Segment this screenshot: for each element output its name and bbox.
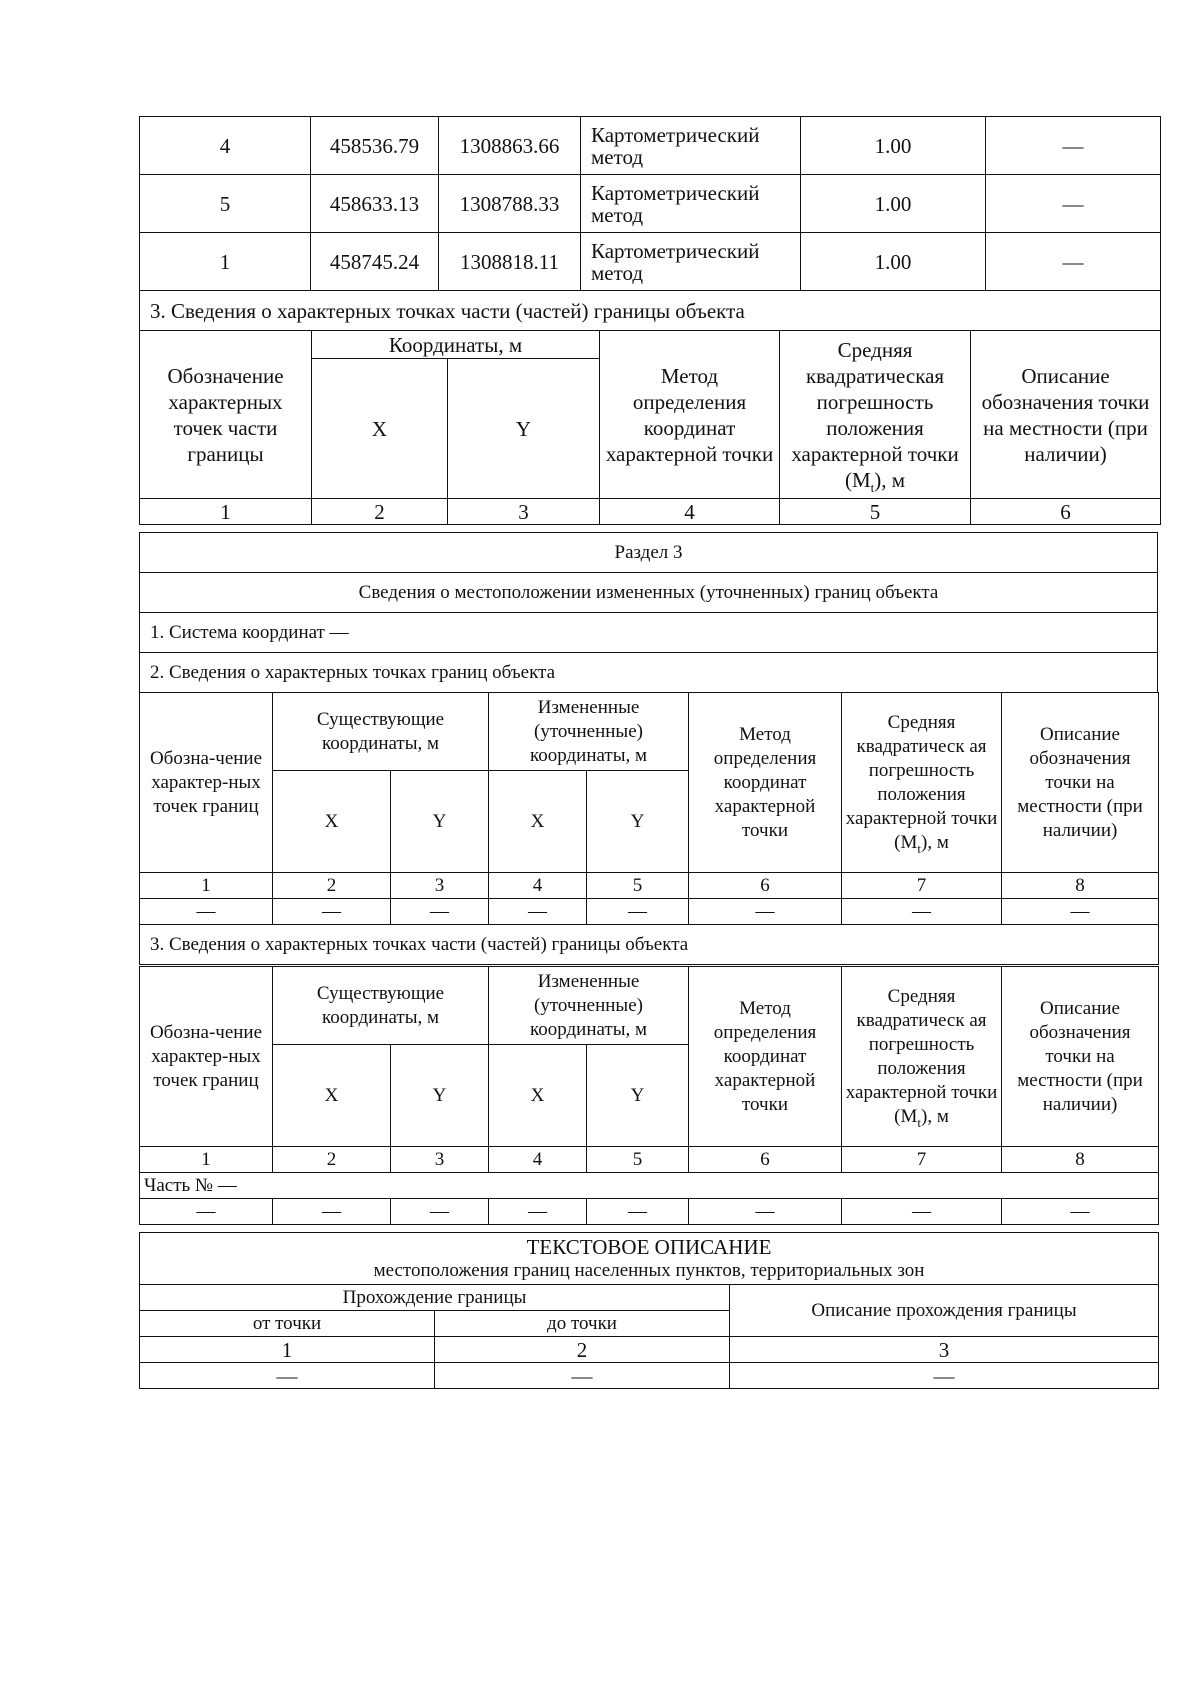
header-existing-coords: Существующие координаты, м bbox=[273, 967, 489, 1045]
col-number: 2 bbox=[435, 1337, 730, 1363]
col-number: 5 bbox=[780, 499, 971, 525]
empty-cell: — bbox=[689, 899, 842, 925]
header-method: Метод определения координат характерной точки bbox=[689, 967, 842, 1147]
header-description: Описание обозначения точки на местности (при наличии) bbox=[1002, 693, 1159, 873]
col-number: 3 bbox=[730, 1337, 1159, 1363]
coord-system: 1. Система координат — bbox=[140, 613, 1158, 653]
table-part-points bbox=[139, 330, 1161, 525]
coord-x: 458633.13 bbox=[311, 175, 439, 233]
empty-cell: — bbox=[1002, 899, 1159, 925]
coord-y: 1308863.66 bbox=[439, 117, 581, 175]
header-y: Y bbox=[391, 1045, 489, 1147]
description: — bbox=[986, 233, 1161, 291]
empty-cell: — bbox=[489, 899, 587, 925]
empty-cell: — bbox=[140, 1199, 273, 1225]
method: Картометрический метод bbox=[581, 117, 801, 175]
col-number: 3 bbox=[391, 1147, 489, 1173]
col-number: 2 bbox=[273, 873, 391, 899]
col-number: 7 bbox=[842, 873, 1002, 899]
table-row bbox=[140, 117, 1161, 175]
empty-cell: — bbox=[391, 1199, 489, 1225]
table-text-description bbox=[139, 1232, 1159, 1389]
point-number: 1 bbox=[140, 233, 311, 291]
header-method: Метод определения координат характерной точки bbox=[600, 331, 780, 499]
empty-cell: — bbox=[489, 1199, 587, 1225]
col-number: 6 bbox=[971, 499, 1161, 525]
method: Картометрический метод bbox=[581, 175, 801, 233]
table-row bbox=[140, 1199, 1159, 1225]
table-row bbox=[140, 233, 1161, 291]
header-error: Средняя квадратическ ая погрешность положения характерной точки $(M_t)$, м bbox=[842, 967, 1002, 1147]
col-number: 4 bbox=[600, 499, 780, 525]
empty-cell: — bbox=[273, 899, 391, 925]
header-designation: Обозна-чение характер-ных точек границ bbox=[140, 967, 273, 1147]
header-y: Y bbox=[587, 1045, 689, 1147]
col-number: 3 bbox=[448, 499, 600, 525]
header-passage-description: Описание прохождения границы bbox=[730, 1285, 1159, 1337]
col-number: 3 bbox=[391, 873, 489, 899]
empty-cell: — bbox=[842, 1199, 1002, 1225]
point-number: 4 bbox=[140, 117, 311, 175]
header-x: X bbox=[489, 771, 587, 873]
header-error: Средняя квадратическ ая погрешность положения характерной точки $(M_t)$, м bbox=[842, 693, 1002, 873]
col-number: 4 bbox=[489, 873, 587, 899]
header-y: Y bbox=[391, 771, 489, 873]
header-passage: Прохождение границы bbox=[140, 1285, 730, 1311]
table-row bbox=[140, 175, 1161, 233]
col-number: 5 bbox=[587, 873, 689, 899]
section-title: Раздел 3 bbox=[140, 533, 1158, 573]
col-number: 1 bbox=[140, 1337, 435, 1363]
empty-cell: — bbox=[842, 899, 1002, 925]
empty-cell: — bbox=[689, 1199, 842, 1225]
header-x: X bbox=[312, 359, 448, 499]
table-row bbox=[140, 899, 1159, 925]
header-description: Описание обозначения точки на местности (при наличии) bbox=[1002, 967, 1159, 1147]
header-to-point: до точки bbox=[435, 1311, 730, 1337]
header-changed-coords: Измененные (уточненные) координаты, м bbox=[489, 967, 689, 1045]
header-y: Y bbox=[587, 771, 689, 873]
empty-cell: — bbox=[730, 1363, 1159, 1389]
col-number: 2 bbox=[273, 1147, 391, 1173]
header-designation: Обозначение характерных точек части границы bbox=[140, 331, 312, 499]
description: — bbox=[986, 117, 1161, 175]
empty-cell: — bbox=[140, 899, 273, 925]
text-description-subtitle: местоположения границ населенных пунктов, территориальных зон bbox=[373, 1259, 925, 1281]
header-x: X bbox=[273, 771, 391, 873]
error-value: 1.00 bbox=[801, 117, 986, 175]
table-changed-points bbox=[139, 692, 1159, 965]
col-number: 8 bbox=[1002, 873, 1159, 899]
coord-x: 458536.79 bbox=[311, 117, 439, 175]
method: Картометрический метод bbox=[581, 233, 801, 291]
points-title: 2. Сведения о характерных точках границ объекта bbox=[140, 653, 1158, 693]
part-points-title: 3. Сведения о характерных точках части (частей) границы объекта bbox=[140, 925, 1159, 965]
header-existing-coords: Существующие координаты, м bbox=[273, 693, 489, 771]
col-number: 7 bbox=[842, 1147, 1002, 1173]
header-from-point: от точки bbox=[140, 1311, 435, 1337]
description: — bbox=[986, 175, 1161, 233]
error-value: 1.00 bbox=[801, 233, 986, 291]
part-points-title: 3. Сведения о характерных точках части (частей) границы объекта bbox=[140, 291, 1161, 331]
col-number: 1 bbox=[140, 1147, 273, 1173]
col-number: 6 bbox=[689, 1147, 842, 1173]
col-number: 2 bbox=[312, 499, 448, 525]
empty-cell: — bbox=[140, 1363, 435, 1389]
empty-cell: — bbox=[587, 1199, 689, 1225]
table-row bbox=[140, 1363, 1159, 1389]
part-number: Часть № — bbox=[140, 1173, 1159, 1199]
col-number: 4 bbox=[489, 1147, 587, 1173]
header-coords: Координаты, м bbox=[312, 331, 600, 359]
empty-cell: — bbox=[391, 899, 489, 925]
error-value: 1.00 bbox=[801, 175, 986, 233]
empty-cell: — bbox=[1002, 1199, 1159, 1225]
table-points-top bbox=[139, 116, 1161, 331]
empty-cell: — bbox=[435, 1363, 730, 1389]
header-description: Описание обозначения точки на местности (при наличии) bbox=[971, 331, 1161, 499]
header-error: Средняя квадратическая погрешность положения характерной точки $(M_t)$, м bbox=[780, 331, 971, 499]
header-y: Y bbox=[448, 359, 600, 499]
header-x: X bbox=[489, 1045, 587, 1147]
header-changed-coords: Измененные (уточненные) координаты, м bbox=[489, 693, 689, 771]
col-number: 1 bbox=[140, 873, 273, 899]
col-number: 6 bbox=[689, 873, 842, 899]
point-number: 5 bbox=[140, 175, 311, 233]
empty-cell: — bbox=[273, 1199, 391, 1225]
coord-y: 1308788.33 bbox=[439, 175, 581, 233]
col-number: 8 bbox=[1002, 1147, 1159, 1173]
header-method: Метод определения координат характерной точки bbox=[689, 693, 842, 873]
header-x: X bbox=[273, 1045, 391, 1147]
coord-y: 1308818.11 bbox=[439, 233, 581, 291]
text-description-heading bbox=[140, 1233, 1159, 1285]
empty-cell: — bbox=[587, 899, 689, 925]
header-designation: Обозна-чение характер-ных точек границ bbox=[140, 693, 273, 873]
text-description-title: ТЕКСТОВОЕ ОПИСАНИЕ bbox=[526, 1234, 772, 1259]
col-number: 5 bbox=[587, 1147, 689, 1173]
col-number: 1 bbox=[140, 499, 312, 525]
coord-x: 458745.24 bbox=[311, 233, 439, 291]
section-subtitle: Сведения о местоположении измененных (уточненных) границ объекта bbox=[140, 573, 1158, 613]
table-changed-part-points bbox=[139, 966, 1159, 1225]
section3-header bbox=[139, 532, 1158, 693]
